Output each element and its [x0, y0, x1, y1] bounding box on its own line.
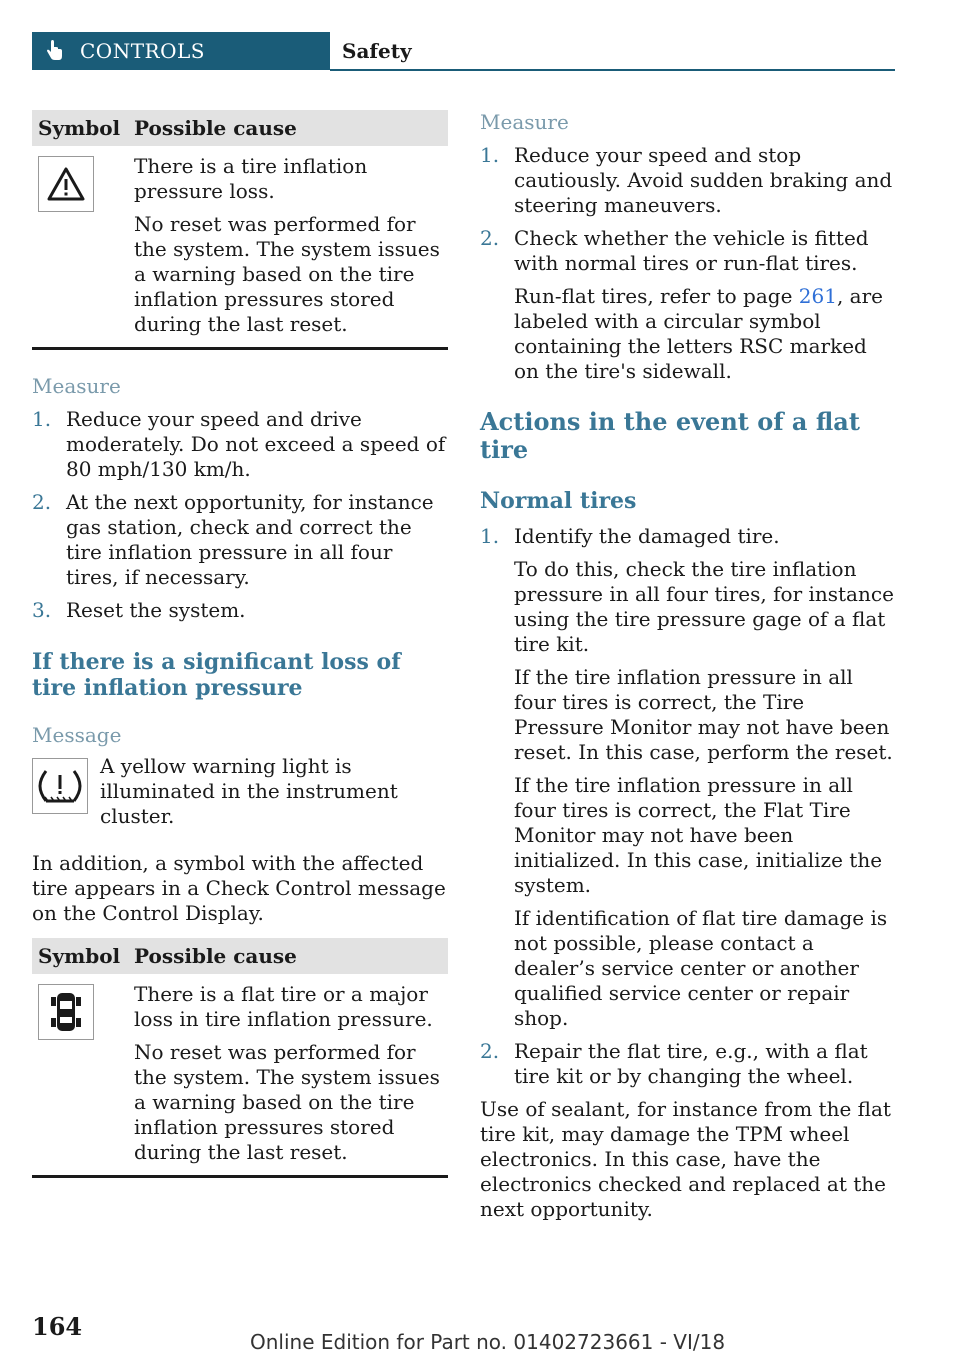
list-item: 1. Reduce your speed and drive moderately. Do not exceed a speed of 80 mph/130 km/h. — [32, 407, 446, 481]
header-divider — [330, 69, 895, 71]
col-header-cause: Possible cause — [128, 938, 448, 974]
cause-detail: No reset was performed for the system. The system issues a warning based on the tire inflation pressures stored during the last reset. — [134, 1040, 440, 1164]
list-item: 1. Identify the damaged tire. To do this, check the tire inflation pressure in all four tires, for instance using the tire pressure gage of a flat tire kit. If the tire inflation pressure in all four tires is correct, the Tire Pressure Monitor may not have been reset. In this case, perform the reset. If the tire inflation pressure in all four tires is correct, the Flat Tire Monitor may not have been initialized. In this case, initialize the system. If identification of flat tire damage is not possible, please contact a dealer’s service center or another qualified service center or repair shop. — [480, 524, 894, 1030]
list-item: 2. Check whether the vehicle is fitted with normal tires or run-flat tires. Run-flat tires, refer to page 261, are labeled with a circular symbol containing the letters RSC marked on the tire's sidewall. — [480, 226, 896, 384]
symbol-table-2 — [32, 938, 448, 1178]
cause-text: There is a tire inflation pressure loss. — [134, 154, 368, 203]
section-label: CONTROLS — [80, 39, 205, 63]
col-header-symbol: Symbol — [32, 110, 128, 146]
col-header-cause: Possible cause — [128, 110, 448, 146]
list-item: 2. At the next opportunity, for instance gas station, check and correct the tire inflation pressure in all four tires, if necessary. — [32, 490, 434, 589]
symbol-table-1 — [32, 110, 448, 350]
cause-detail: No reset was performed for the system. The system issues a warning based on the tire inflation pressures stored during the last reset. — [134, 212, 440, 336]
page-header — [32, 32, 895, 72]
car-flat-tire-icon — [38, 984, 94, 1040]
addition-text: In addition, a symbol with the affected tire appears in a Check Control message on the Control Display. — [32, 851, 446, 925]
list-item: 2. Repair the flat tire, e.g., with a flat tire kit or by changing the wheel. — [480, 1039, 868, 1088]
measure-steps — [32, 407, 448, 623]
table-row — [32, 974, 448, 1177]
run-flat-note: Run-flat tires, refer to page 261, are labeled with a circular symbol containing the letters RSC marked on the tire's sidewall. — [514, 284, 883, 383]
sealant-text: Use of sealant, for instance from the flat tire kit, may damage the TPM wheel electronics. In this case, have the electronics checked and replaced at the next opportunity. — [480, 1097, 891, 1221]
left-column — [32, 110, 448, 1178]
message-row — [32, 754, 448, 837]
tire-pressure-warning-icon — [32, 758, 88, 814]
section-tab — [32, 32, 330, 70]
normal-tires-steps — [480, 524, 896, 1089]
list-item: 1. Reduce your speed and stop cautiously. Avoid sudden braking and steering maneuvers. — [480, 143, 893, 217]
hand-pointer-icon — [44, 40, 64, 62]
message-heading: Message — [32, 723, 122, 747]
table-row — [32, 146, 448, 349]
normal-tires-heading: Normal tires — [480, 488, 637, 514]
right-column — [480, 110, 896, 1230]
measure-heading: Measure — [480, 110, 569, 134]
footer-edition: Online Edition for Part no. 01402723661 - VI/18 — [250, 1330, 726, 1354]
measure-heading: Measure — [32, 374, 121, 398]
significant-loss-heading: If there is a significant loss of tire inflation pressure — [32, 649, 401, 701]
col-header-symbol: Symbol — [32, 938, 128, 974]
list-item: 3. Reset the system. — [32, 598, 246, 622]
page-number: 164 — [32, 1312, 83, 1341]
flat-tire-actions-heading: Actions in the event of a flat tire — [480, 407, 860, 464]
measure-steps — [480, 143, 896, 384]
message-text: A yellow warning light is illuminated in the instrument cluster. — [100, 754, 398, 828]
page-link[interactable]: 261 — [798, 284, 837, 308]
page-section-title: Safety — [342, 39, 412, 63]
warning-triangle-icon — [38, 156, 94, 212]
cause-text: There is a flat tire or a major loss in tire inflation pressure. — [134, 982, 433, 1031]
